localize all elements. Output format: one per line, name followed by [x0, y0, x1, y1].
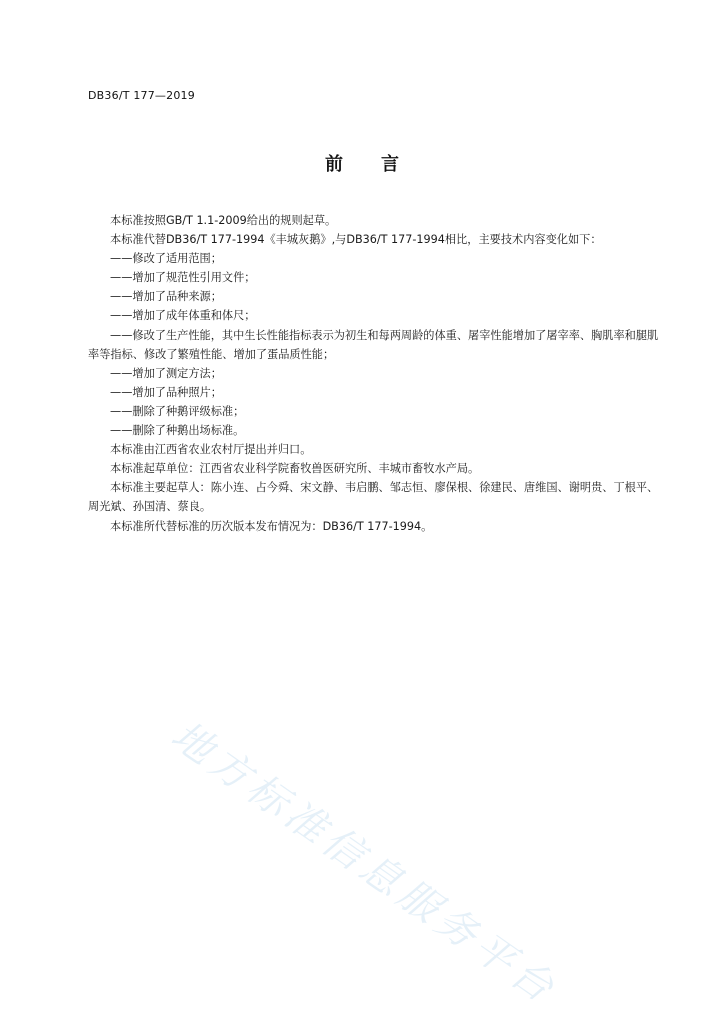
change-item: ——增加了规范性引用文件；: [110, 271, 256, 285]
paragraph-drafters: 本标准主要起草人：陈小连、占今舜、宋文静、韦启鹏、邹志恒、廖保根、徐建民、唐维国、谢明贵、丁根平、周光斌、孙国清、蔡良。: [88, 481, 659, 514]
watermark: 地方标准信息服务平台: [162, 712, 566, 1015]
document-code: DB36/T 177—2019: [88, 89, 195, 102]
change-item: ——增加了品种照片；: [110, 385, 222, 399]
change-item: ——删除了种鹅出场标准。: [110, 424, 245, 438]
change-item: ——增加了成年体重和体尺；: [110, 309, 256, 323]
change-item: ——删除了种鹅评级标准；: [110, 404, 245, 418]
paragraph-proposer: 本标准由江西省农业农村厅提出并归口。: [110, 443, 312, 457]
paragraph-previous-editions: 本标准所代替标准的历次版本发布情况为：DB36/T 177-1994。: [110, 519, 433, 533]
paragraph-drafting-units: 本标准起草单位：江西省农业科学院畜牧兽医研究所、丰城市畜牧水产局。: [110, 462, 480, 476]
change-item: ——增加了品种来源；: [110, 290, 222, 304]
paragraph-replacement: 本标准代替DB36/T 177-1994《丰城灰鹅》,与DB36/T 177-1994相比，主要技术内容变化如下：: [110, 233, 602, 247]
page-title: [0, 150, 724, 176]
change-item: ——修改了生产性能，其中生长性能指标表示为初生和每两周龄的体重、屠宰性能增加了屠宰率、胸肌率和腿肌率等指标、修改了繁殖性能、增加了蛋品质性能；: [88, 328, 659, 361]
change-item: ——增加了测定方法；: [110, 366, 222, 380]
title-char-2: 言: [381, 154, 399, 175]
foreword-body: [88, 211, 662, 536]
title-char-1: 前: [325, 154, 343, 175]
paragraph-drafting-rules: 本标准按照GB/T 1.1-2009给出的规则起草。: [110, 214, 337, 227]
change-item: ——修改了适用范围；: [110, 252, 222, 266]
